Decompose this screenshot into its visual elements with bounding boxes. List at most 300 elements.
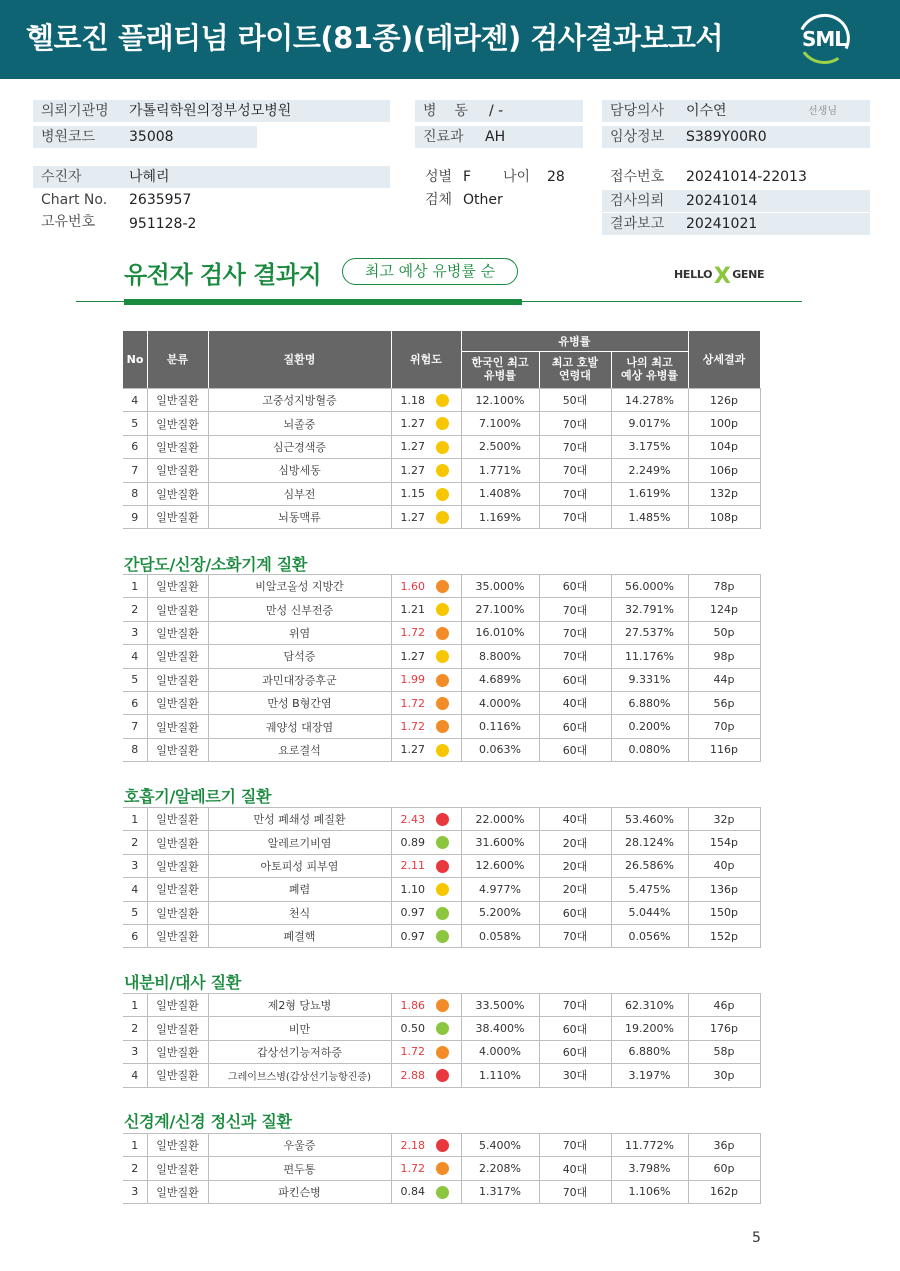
- row-my-prevalence: 1.619%: [611, 482, 688, 505]
- row-detail-page: 60p: [688, 1157, 760, 1180]
- chart-row: [33, 189, 390, 211]
- row-category: 일반질환: [147, 831, 208, 854]
- row-peak-age: 60대: [539, 1017, 611, 1040]
- row-detail-page: 40p: [688, 854, 760, 877]
- table-row: [123, 831, 760, 854]
- specimen-row: [417, 189, 585, 211]
- risk-value: 2.88: [400, 1068, 425, 1082]
- row-category: 일반질환: [147, 901, 208, 924]
- row-category: 일반질환: [147, 575, 208, 598]
- row-detail-page: 98p: [688, 645, 760, 668]
- hospital-code-row: [33, 126, 257, 148]
- brand-right: GENE: [732, 268, 765, 281]
- row-disease: 편두통: [208, 1157, 391, 1180]
- institution-row: [33, 100, 390, 122]
- row-risk: [391, 1180, 461, 1203]
- table-row: [123, 412, 760, 435]
- row-category: 일반질환: [147, 482, 208, 505]
- sml-logo: [796, 14, 854, 64]
- request-row: [602, 190, 870, 212]
- clinical-row: [602, 126, 870, 148]
- table-row: [123, 598, 760, 621]
- row-risk: [391, 1134, 461, 1157]
- risk-level-yellow-icon: [436, 464, 449, 477]
- table-row: [123, 1157, 760, 1180]
- group-title-endocrine: 내분비/대사 질환: [124, 973, 241, 992]
- row-no: 3: [123, 1180, 147, 1203]
- row-no: 5: [123, 412, 147, 435]
- row-kr-prevalence: 0.063%: [461, 738, 539, 761]
- risk-value: 1.27: [400, 743, 425, 757]
- row-category: 일반질환: [147, 854, 208, 877]
- receipt-label: 접수번호: [610, 169, 665, 185]
- report-title: 헬로진 플래티넘 라이트(81종)(테라젠) 검사결과보고서: [26, 21, 723, 55]
- row-no: 2: [123, 1157, 147, 1180]
- row-peak-age: 70대: [539, 435, 611, 458]
- risk-level-green-icon: [436, 907, 449, 920]
- row-detail-page: 126p: [688, 389, 760, 412]
- divider-bar: [124, 299, 522, 305]
- group-title-neuro: 신경계/신경 정신과 질환: [124, 1112, 292, 1131]
- doctor-row: [602, 100, 870, 122]
- row-kr-prevalence: 1.110%: [461, 1064, 539, 1087]
- row-peak-age: 70대: [539, 924, 611, 947]
- risk-level-yellow-icon: [436, 441, 449, 454]
- row-category: 일반질환: [147, 878, 208, 901]
- row-kr-prevalence: 0.058%: [461, 924, 539, 947]
- table-row: [123, 435, 760, 458]
- row-my-prevalence: 27.537%: [611, 621, 688, 644]
- risk-level-red-icon: [436, 813, 449, 826]
- row-category: 일반질환: [147, 738, 208, 761]
- row-kr-prevalence: 16.010%: [461, 621, 539, 644]
- row-my-prevalence: 9.331%: [611, 668, 688, 691]
- row-my-prevalence: 5.475%: [611, 878, 688, 901]
- risk-level-orange-icon: [436, 1046, 449, 1059]
- row-disease: 비만: [208, 1017, 391, 1040]
- row-disease: 아토피성 피부염: [208, 854, 391, 877]
- doctor-value: 이수연: [686, 103, 727, 119]
- row-disease: 폐결핵: [208, 924, 391, 947]
- row-my-prevalence: 0.200%: [611, 715, 688, 738]
- row-risk: [391, 1017, 461, 1040]
- clinical-value: S389Y00R0: [686, 129, 767, 145]
- row-category: 일반질환: [147, 645, 208, 668]
- row-detail-page: 176p: [688, 1017, 760, 1040]
- risk-level-orange-icon: [436, 720, 449, 733]
- risk-level-red-icon: [436, 860, 449, 873]
- row-peak-age: 70대: [539, 1134, 611, 1157]
- row-my-prevalence: 11.176%: [611, 645, 688, 668]
- hospital-code-value: 35008: [129, 129, 174, 145]
- row-risk: [391, 621, 461, 644]
- row-kr-prevalence: 38.400%: [461, 1017, 539, 1040]
- doctor-label: 담당의사: [610, 103, 665, 119]
- row-no: 2: [123, 831, 147, 854]
- risk-level-yellow-icon: [436, 650, 449, 663]
- risk-value: 1.72: [400, 696, 425, 710]
- row-detail-page: 100p: [688, 412, 760, 435]
- row-my-prevalence: 62.310%: [611, 994, 688, 1017]
- row-my-prevalence: 3.197%: [611, 1064, 688, 1087]
- row-peak-age: 60대: [539, 575, 611, 598]
- row-peak-age: 30대: [539, 1064, 611, 1087]
- row-peak-age: 60대: [539, 1040, 611, 1063]
- col-category: 분류: [166, 353, 189, 366]
- row-disease: 요로결석: [208, 738, 391, 761]
- report-label: 결과보고: [610, 216, 665, 232]
- row-risk: [391, 1064, 461, 1087]
- risk-value: 1.27: [400, 440, 425, 454]
- col-no: No: [126, 353, 144, 366]
- table-row: [123, 854, 760, 877]
- row-kr-prevalence: 5.400%: [461, 1134, 539, 1157]
- group-table-endocrine: [123, 993, 761, 1088]
- row-kr-prevalence: 1.317%: [461, 1180, 539, 1203]
- row-risk: [391, 412, 461, 435]
- row-no: 7: [123, 715, 147, 738]
- chart-label: Chart No.: [41, 192, 108, 208]
- row-no: 1: [123, 808, 147, 831]
- risk-value: 1.60: [400, 579, 425, 593]
- row-disease: 만성 폐쇄성 폐질환: [208, 808, 391, 831]
- row-my-prevalence: 0.080%: [611, 738, 688, 761]
- col-kr-max: 한국인 최고 유병률: [471, 356, 529, 382]
- row-detail-page: 106p: [688, 459, 760, 482]
- row-no: 4: [123, 389, 147, 412]
- row-no: 4: [123, 1064, 147, 1087]
- hellogene-logo: [674, 264, 764, 289]
- group-table-neuro: [123, 1133, 761, 1204]
- row-kr-prevalence: 4.977%: [461, 878, 539, 901]
- row-disease: 비알코올성 지방간: [208, 575, 391, 598]
- row-risk: [391, 668, 461, 691]
- table-row: [123, 575, 760, 598]
- col-risk: 위험도: [410, 353, 442, 366]
- row-risk: [391, 482, 461, 505]
- sex-age-row: [417, 166, 585, 188]
- risk-value: 1.27: [400, 649, 425, 663]
- row-category: 일반질환: [147, 924, 208, 947]
- table-row: [123, 715, 760, 738]
- risk-level-orange-icon: [436, 999, 449, 1012]
- row-peak-age: 70대: [539, 482, 611, 505]
- group-title-digestive: 간담도/신장/소화기계 질환: [124, 555, 308, 574]
- table-row: [123, 645, 760, 668]
- row-disease: 과민대장증후군: [208, 668, 391, 691]
- row-peak-age: 70대: [539, 1180, 611, 1203]
- row-no: 2: [123, 598, 147, 621]
- row-peak-age: 20대: [539, 831, 611, 854]
- ward-row: [415, 100, 583, 122]
- institution-value: 가톨릭학원의정부성모병원: [129, 103, 292, 119]
- risk-level-yellow-icon: [436, 744, 449, 757]
- row-peak-age: 60대: [539, 901, 611, 924]
- table-row: [123, 1017, 760, 1040]
- sort-badge: 최고 예상 유병률 순: [342, 258, 518, 285]
- row-my-prevalence: 9.017%: [611, 412, 688, 435]
- receipt-row: [602, 166, 870, 188]
- section-title: 유전자 검사 결과지: [124, 261, 322, 289]
- row-detail-page: 124p: [688, 598, 760, 621]
- hospital-code-label: 병원코드: [41, 129, 96, 145]
- risk-value: 1.72: [400, 1045, 425, 1059]
- risk-level-red-icon: [436, 1139, 449, 1152]
- row-kr-prevalence: 8.800%: [461, 645, 539, 668]
- row-risk: [391, 575, 461, 598]
- risk-value: 1.99: [400, 673, 425, 687]
- row-peak-age: 60대: [539, 668, 611, 691]
- row-disease: 우울증: [208, 1134, 391, 1157]
- row-peak-age: 70대: [539, 994, 611, 1017]
- row-no: 1: [123, 994, 147, 1017]
- row-category: 일반질환: [147, 1064, 208, 1087]
- row-category: 일반질환: [147, 435, 208, 458]
- row-risk: [391, 1157, 461, 1180]
- risk-value: 1.21: [400, 603, 425, 617]
- row-category: 일반질환: [147, 1134, 208, 1157]
- table-row: [123, 1180, 760, 1203]
- row-my-prevalence: 11.772%: [611, 1134, 688, 1157]
- risk-level-orange-icon: [436, 580, 449, 593]
- risk-level-red-icon: [436, 1069, 449, 1082]
- row-my-prevalence: 6.880%: [611, 691, 688, 714]
- dept-row: [415, 126, 583, 148]
- risk-value: 1.72: [400, 1162, 425, 1176]
- row-no: 6: [123, 924, 147, 947]
- row-detail-page: 46p: [688, 994, 760, 1017]
- row-peak-age: 40대: [539, 1157, 611, 1180]
- row-peak-age: 40대: [539, 691, 611, 714]
- row-disease: 제2형 당뇨병: [208, 994, 391, 1017]
- risk-value: 0.97: [400, 906, 425, 920]
- row-risk: [391, 831, 461, 854]
- risk-value: 1.86: [400, 998, 425, 1012]
- row-detail-page: 56p: [688, 691, 760, 714]
- row-kr-prevalence: 1.408%: [461, 482, 539, 505]
- row-category: 일반질환: [147, 691, 208, 714]
- table-row: [123, 878, 760, 901]
- report-date-row: [602, 213, 870, 235]
- row-peak-age: 70대: [539, 459, 611, 482]
- row-no: 1: [123, 575, 147, 598]
- group-table-respiratory: [123, 807, 761, 948]
- row-kr-prevalence: 12.100%: [461, 389, 539, 412]
- risk-level-orange-icon: [436, 627, 449, 640]
- risk-level-green-icon: [436, 836, 449, 849]
- row-no: 4: [123, 878, 147, 901]
- ward-value: / -: [489, 103, 504, 119]
- row-peak-age: 40대: [539, 808, 611, 831]
- row-risk: [391, 808, 461, 831]
- page-number: 5: [752, 1230, 761, 1246]
- row-peak-age: 70대: [539, 505, 611, 528]
- risk-value: 1.15: [400, 487, 425, 501]
- row-risk: [391, 878, 461, 901]
- row-detail-page: 108p: [688, 505, 760, 528]
- row-category: 일반질환: [147, 459, 208, 482]
- clinical-label: 임상정보: [610, 129, 665, 145]
- row-kr-prevalence: 27.100%: [461, 598, 539, 621]
- col-detail: 상세결과: [702, 353, 746, 366]
- table-row: [123, 389, 760, 412]
- risk-value: 2.43: [400, 812, 425, 826]
- sex-value: F: [463, 169, 472, 185]
- patient-label: 수진자: [41, 169, 82, 185]
- row-kr-prevalence: 1.169%: [461, 505, 539, 528]
- row-kr-prevalence: 2.500%: [461, 435, 539, 458]
- row-my-prevalence: 1.106%: [611, 1180, 688, 1203]
- table-row: [123, 1040, 760, 1063]
- row-no: 3: [123, 1040, 147, 1063]
- receipt-value: 20241014-22013: [686, 169, 807, 185]
- ward-label: 병 동: [423, 103, 468, 119]
- row-category: 일반질환: [147, 1157, 208, 1180]
- row-disease: 폐렴: [208, 878, 391, 901]
- risk-level-yellow-icon: [436, 603, 449, 616]
- report-header: [0, 0, 900, 79]
- row-my-prevalence: 3.175%: [611, 435, 688, 458]
- col-peak-age: 최고 호발 연령대: [551, 356, 599, 382]
- patient-value: 나혜리: [129, 169, 170, 185]
- row-disease: 심근경색증: [208, 435, 391, 458]
- row-category: 일반질환: [147, 715, 208, 738]
- row-my-prevalence: 19.200%: [611, 1017, 688, 1040]
- table-header: [123, 331, 760, 388]
- row-kr-prevalence: 31.600%: [461, 831, 539, 854]
- row-risk: [391, 715, 461, 738]
- brand-left: HELLO: [674, 268, 713, 281]
- row-disease: 궤양성 대장염: [208, 715, 391, 738]
- row-category: 일반질환: [147, 621, 208, 644]
- col-disease: 질환명: [283, 353, 316, 366]
- chart-value: 2635957: [129, 192, 192, 208]
- row-no: 8: [123, 738, 147, 761]
- row-risk: [391, 598, 461, 621]
- risk-level-yellow-icon: [436, 511, 449, 524]
- row-my-prevalence: 53.460%: [611, 808, 688, 831]
- row-detail-page: 162p: [688, 1180, 760, 1203]
- group-table-digestive: [123, 574, 761, 762]
- table-row: [123, 924, 760, 947]
- row-no: 3: [123, 621, 147, 644]
- unique-row: [33, 211, 390, 233]
- row-kr-prevalence: 1.771%: [461, 459, 539, 482]
- risk-level-yellow-icon: [436, 394, 449, 407]
- row-no: 1: [123, 1134, 147, 1157]
- row-detail-page: 132p: [688, 482, 760, 505]
- table-row: [123, 738, 760, 761]
- risk-level-orange-icon: [436, 1162, 449, 1175]
- institution-label: 의뢰기관명: [41, 103, 109, 119]
- row-risk: [391, 389, 461, 412]
- group-title-respiratory: 호흡기/알레르기 질환: [124, 787, 272, 806]
- row-kr-prevalence: 0.116%: [461, 715, 539, 738]
- row-risk: [391, 1040, 461, 1063]
- specimen-label: 검체: [425, 192, 453, 208]
- risk-level-orange-icon: [436, 697, 449, 710]
- row-kr-prevalence: 5.200%: [461, 901, 539, 924]
- row-category: 일반질환: [147, 505, 208, 528]
- risk-value: 2.11: [400, 859, 425, 873]
- row-my-prevalence: 5.044%: [611, 901, 688, 924]
- row-detail-page: 152p: [688, 924, 760, 947]
- row-disease: 천식: [208, 901, 391, 924]
- row-category: 일반질환: [147, 668, 208, 691]
- row-category: 일반질환: [147, 412, 208, 435]
- row-disease: 그레이브스병(갑상선기능항진증): [208, 1064, 391, 1087]
- row-detail-page: 58p: [688, 1040, 760, 1063]
- row-category: 일반질환: [147, 808, 208, 831]
- row-my-prevalence: 28.124%: [611, 831, 688, 854]
- row-detail-page: 30p: [688, 1064, 760, 1087]
- row-risk: [391, 924, 461, 947]
- table-row: [123, 808, 760, 831]
- row-no: 5: [123, 668, 147, 691]
- row-no: 5: [123, 901, 147, 924]
- row-disease: 고중성지방혈증: [208, 389, 391, 412]
- row-category: 일반질환: [147, 994, 208, 1017]
- row-my-prevalence: 26.586%: [611, 854, 688, 877]
- row-risk: [391, 645, 461, 668]
- row-detail-page: 104p: [688, 435, 760, 458]
- row-peak-age: 60대: [539, 715, 611, 738]
- row-risk: [391, 901, 461, 924]
- table-row: [123, 505, 760, 528]
- risk-value: 1.27: [400, 463, 425, 477]
- table-row: [123, 668, 760, 691]
- row-risk: [391, 459, 461, 482]
- row-kr-prevalence: 22.000%: [461, 808, 539, 831]
- row-my-prevalence: 14.278%: [611, 389, 688, 412]
- row-no: 4: [123, 645, 147, 668]
- row-no: 9: [123, 505, 147, 528]
- risk-level-orange-icon: [436, 674, 449, 687]
- row-disease: 담석증: [208, 645, 391, 668]
- row-my-prevalence: 1.485%: [611, 505, 688, 528]
- row-kr-prevalence: 7.100%: [461, 412, 539, 435]
- row-detail-page: 32p: [688, 808, 760, 831]
- row-my-prevalence: 56.000%: [611, 575, 688, 598]
- row-detail-page: 36p: [688, 1134, 760, 1157]
- risk-value: 2.18: [400, 1138, 425, 1152]
- dept-value: AH: [485, 129, 506, 145]
- row-kr-prevalence: 35.000%: [461, 575, 539, 598]
- risk-level-green-icon: [436, 930, 449, 943]
- risk-value: 1.72: [400, 626, 425, 640]
- row-kr-prevalence: 4.000%: [461, 1040, 539, 1063]
- unique-value: 951128-2: [129, 216, 197, 232]
- table-row: [123, 459, 760, 482]
- sex-label: 성별: [425, 169, 453, 185]
- row-kr-prevalence: 12.600%: [461, 854, 539, 877]
- risk-value: 1.27: [400, 417, 425, 431]
- row-my-prevalence: 3.798%: [611, 1157, 688, 1180]
- row-disease: 뇌동맥류: [208, 505, 391, 528]
- row-my-prevalence: 32.791%: [611, 598, 688, 621]
- table-row: [123, 621, 760, 644]
- row-no: 8: [123, 482, 147, 505]
- row-kr-prevalence: 4.689%: [461, 668, 539, 691]
- row-disease: 뇌졸중: [208, 412, 391, 435]
- risk-value: 1.10: [400, 882, 425, 896]
- row-disease: 만성 신부전증: [208, 598, 391, 621]
- table-row: [123, 1064, 760, 1087]
- row-kr-prevalence: 33.500%: [461, 994, 539, 1017]
- row-no: 2: [123, 1017, 147, 1040]
- row-category: 일반질환: [147, 1040, 208, 1063]
- row-peak-age: 20대: [539, 878, 611, 901]
